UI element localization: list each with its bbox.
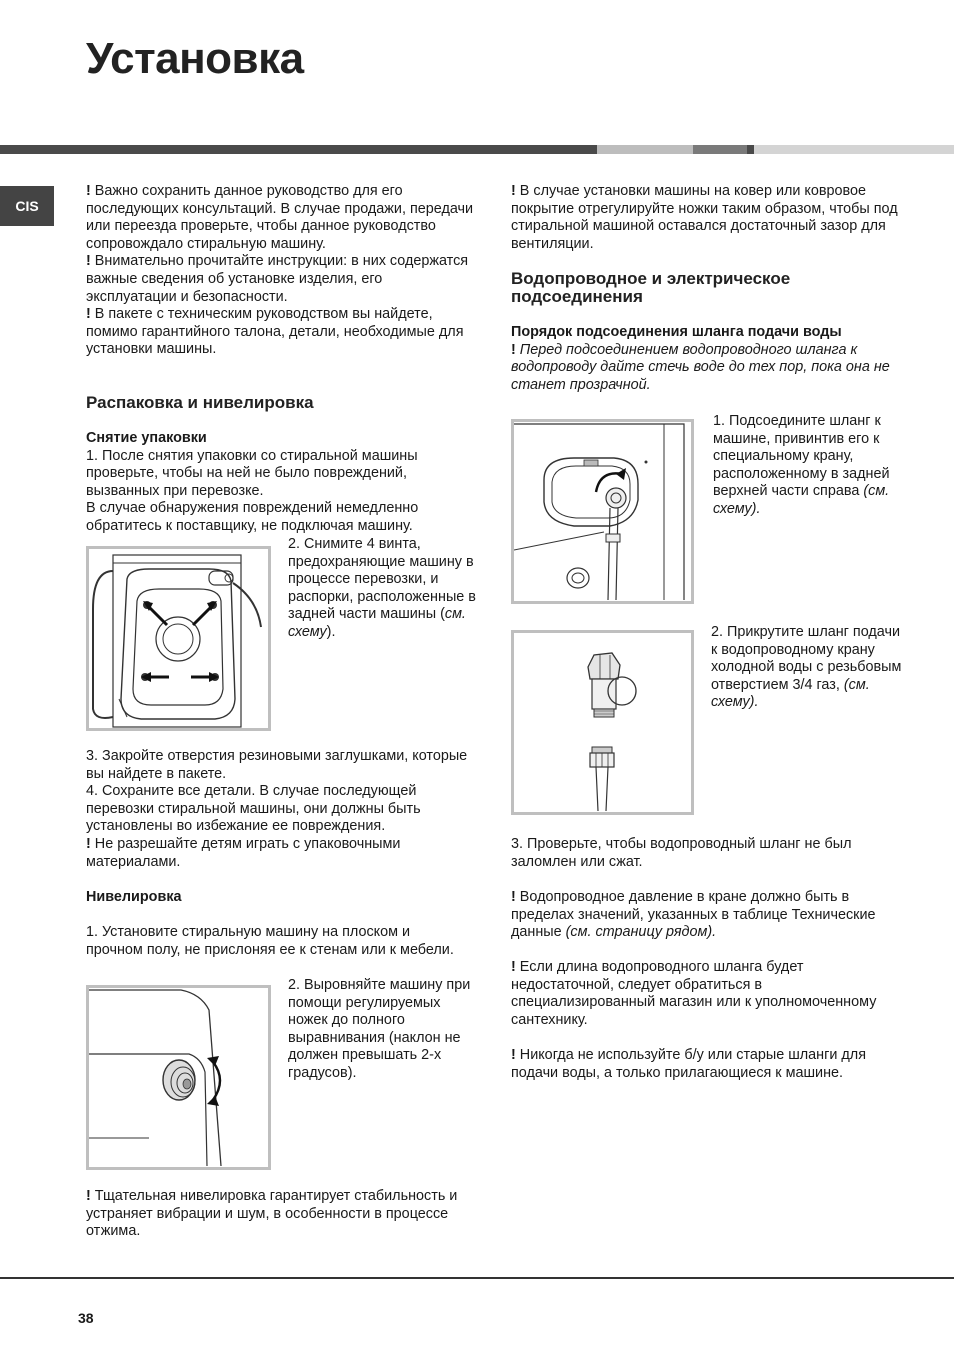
figure-adjustable-foot (86, 985, 271, 1170)
page-title: Установка (86, 34, 304, 83)
old-hose-warning: ! Никогда не используйте б/у или старые шланги для подачи воды, а только прилагающиеся к машине. (511, 1047, 866, 1081)
leveling-paragraph: 1. Установите стиральную машину на плоском и прочном полу, не прислоняя ее к стенам или к мебели. (86, 924, 454, 958)
subheading-hose-connection: Порядок подсоединения шланга подачи воды (511, 324, 842, 340)
figure-machine-rear (86, 546, 271, 731)
figure-tap-fitting (511, 630, 694, 815)
length-warning: ! Если длина водопроводного шланга будет недостаточной, следует обратиться в специализированный магазин или к уполномоченному сантехнику. (511, 959, 877, 1028)
remove-step-2: 2. Снимите 4 винта, предохраняющие машину в процессе перевозки, и распорки, расположенные в задней части машины (см. схему). (288, 536, 476, 640)
tap-fitting-drawing (514, 633, 691, 812)
adjustable-foot-drawing (89, 988, 268, 1167)
hose-intro-block (511, 324, 911, 394)
hose-machine-drawing (514, 422, 691, 601)
warning-paragraph: ! Не разрешайте детям играть с упаковочными материалами. (86, 835, 401, 870)
header-bar-mid (693, 145, 747, 154)
intro-paragraph: ! Важно сохранить данное руководство для его последующих консультаций. В случае продажи, передачи или переезда проверьте, чтобы данное руководство сопровождало стиральную машину. (86, 183, 474, 252)
figure-hose-machine (511, 419, 694, 604)
intro-paragraph: ! В пакете с техническим руководством вы найдете, помимо гарантийного талона, детали, необходимые для установки машины. (86, 306, 464, 358)
machine-rear-drawing (89, 549, 268, 728)
footer-rule (0, 1277, 954, 1279)
hose-step-2: 2. Прикрутите шланг подачи к водопроводному крану холодной воды с резьбовым отверстием 3/4 газ, (см. схему). (711, 624, 902, 711)
paragraph: 3. Закройте отверстия резиновыми заглушками, которые вы найдете в пакете. (86, 748, 468, 782)
subheading-remove-packaging: Снятие упаковки (86, 430, 207, 446)
hose-step-3: 3. Проверьте, чтобы водопроводный шланг не был заломлен или сжат. (511, 836, 852, 870)
leveling-step-2: 2. Выровняйте машину при помощи регулируемых ножек до полного выравнивания (наклон не должен превышать 2-х градусов). (288, 977, 471, 1081)
language-badge: CIS (0, 186, 54, 226)
unpack-block (86, 430, 476, 536)
pressure-warning: ! Водопроводное давление в кране должно быть в пределах значений, указанных в таблице Технические данные (см. страницу рядом). (511, 889, 876, 941)
intro-paragraph: ! Внимательно прочитайте инструкции: в них содержатся важные сведения об установке изделия, его эксплуатации и безопасности. (86, 253, 469, 305)
paragraph: 4. Сохраните все детали. В случае последующей перевозки стиральной машины, они должны быть установлены во избежание ее повреждения. (86, 783, 421, 835)
header-bar-light (597, 145, 693, 154)
section-heading-unpacking: Распаковка и нивелировка (86, 393, 314, 412)
header-bar-dark-small (747, 145, 754, 154)
header-bar-dark (0, 145, 597, 154)
leveling-warning: ! Тщательная нивелировка гарантирует стабильность и устраняет вибрации и шум, в особенности в процессе отжима. (86, 1188, 458, 1240)
intro-block (86, 183, 476, 359)
section-heading-connections: Водопроводное и электрическое подсоединения (511, 269, 791, 306)
steps-3-4-block (86, 748, 478, 871)
paragraph: В случае обнаружения повреждений немедленно обратитесь к поставщику, не подключая машину. (86, 500, 419, 534)
header-bar-light-end (754, 145, 954, 154)
carpet-warning: ! В случае установки машины на ковер или ковровое покрытие отрегулируйте ножки таким образом, чтобы под стиральной машиной оставался достаточный зазор для вентиляции. (511, 183, 898, 252)
subheading-leveling: Нивелировка (86, 889, 182, 905)
paragraph: 1. После снятия упаковки со стиральной машины проверьте, чтобы на ней не было повреждений, вызванных при перевозке. (86, 447, 418, 499)
hose-step-1: 1. Подсоедините шланг к машине, привинтив его к специальному крану, расположенному в задней верхней части справа (см. схему). (713, 413, 890, 517)
page-number: 38 (78, 1310, 94, 1326)
hose-warning: ! Перед подсоединением водопроводного шланга к водопроводу дайте стечь воде до тех пор, пока она не станет прозрачной. (511, 341, 890, 393)
